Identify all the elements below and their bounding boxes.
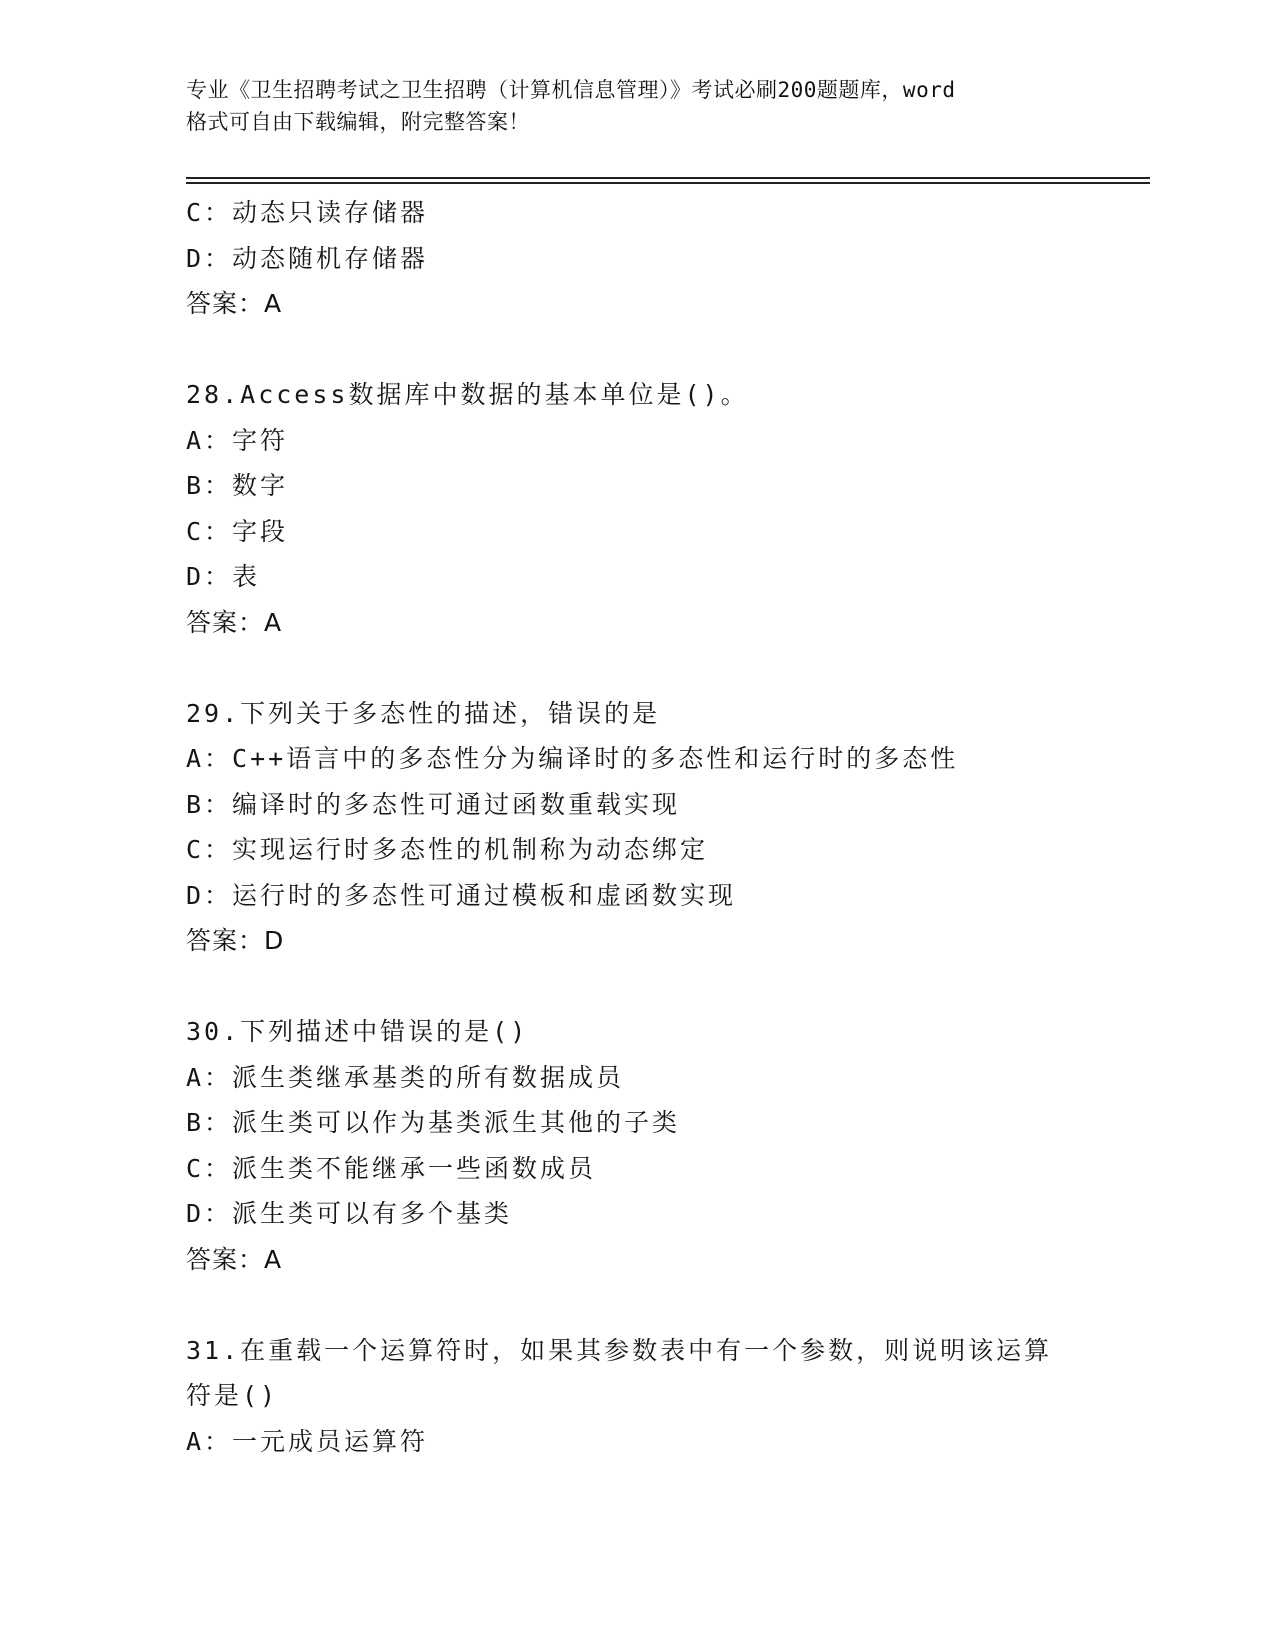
question-text-line-1: 31.在重载一个运算符时，如果其参数表中有一个参数，则说明该运算: [186, 1335, 1053, 1365]
option-c: C：派生类不能继承一些函数成员: [186, 1153, 597, 1183]
option-d: D：动态随机存储器: [186, 243, 429, 273]
option-a: A：派生类继承基类的所有数据成员: [186, 1062, 625, 1092]
option-c: C：实现运行时多态性的机制称为动态绑定: [186, 835, 709, 864]
answer-line: 答案：A: [186, 1244, 283, 1274]
question-28: [186, 372, 1146, 645]
header-divider-top: [186, 177, 1150, 179]
question-list: [186, 190, 1146, 1464]
question-text: 29.下列关于多态性的描述，错误的是: [186, 698, 661, 728]
answer-line: 答案：A: [186, 607, 283, 637]
question-31: [186, 1328, 1146, 1465]
option-a: A：C++语言中的多态性分为编译时的多态性和运行时的多态性: [186, 744, 959, 773]
option-d: D：运行时的多态性可通过模板和虚函数实现: [186, 880, 737, 910]
option-b: B：编译时的多态性可通过函数重载实现: [186, 789, 681, 819]
answer-line: 答案：A: [186, 289, 283, 318]
question-30: [186, 1009, 1146, 1282]
question-text: 28.Access数据库中数据的基本单位是()。: [186, 380, 749, 409]
spacer: [186, 1282, 1146, 1328]
option-c: C：动态只读存储器: [186, 198, 429, 227]
question-29: [186, 691, 1146, 964]
option-a: A：字符: [186, 425, 289, 455]
spacer: [186, 645, 1146, 691]
spacer: [186, 964, 1146, 1010]
header-divider-bottom: [186, 182, 1150, 184]
option-d: D：表: [186, 562, 261, 591]
option-a: A：一元成员运算符: [186, 1426, 429, 1456]
option-b: B：数字: [186, 471, 289, 500]
answer-line: 答案：D: [186, 926, 285, 955]
option-d: D：派生类可以有多个基类: [186, 1199, 513, 1228]
header-title-line-1: 专业《卫生招聘考试之卫生招聘（计算机信息管理）》考试必刷200题题库，word: [186, 78, 956, 102]
question-text: 30.下列描述中错误的是(): [186, 1017, 529, 1046]
document-header: [186, 74, 1086, 138]
option-b: B：派生类可以作为基类派生其他的子类: [186, 1108, 681, 1137]
option-c: C：字段: [186, 516, 289, 546]
header-title-line-2: 格式可自由下载编辑，附完整答案！: [186, 110, 530, 134]
spacer: [186, 327, 1146, 373]
question-text-line-2: 符是(): [186, 1381, 279, 1410]
question-27-tail: [186, 190, 1146, 327]
